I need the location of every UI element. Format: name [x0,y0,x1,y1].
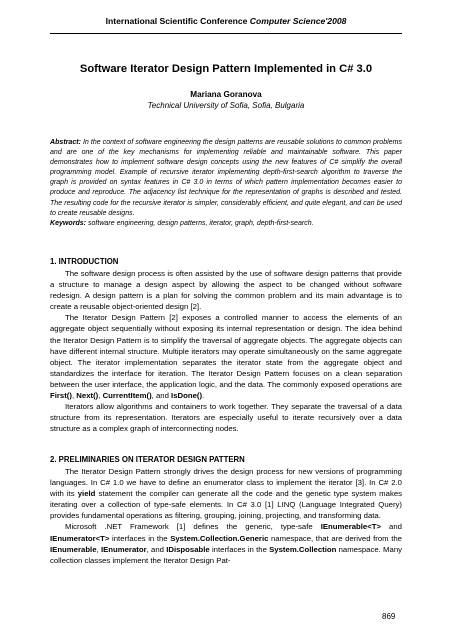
paragraph: Iterators allow algorithms and containers to work together. They separate the traversal of a data structure from its representation. Iterators are especially useful to iterate recursively over a data structure as a complex graph of interconnecting nodes. [50,402,402,434]
namespace-name: System.Collection.Generic [170,533,269,543]
paper-title: Software Iterator Design Pattern Implemented in C# 3.0 [79,63,373,75]
author-name: Mariana Goranova [190,90,262,99]
paragraph: The Iterator Design Pattern strongly drives the design process for new versions of programming languages. In C# 1.0 we have to define an enumerator class to implement the iterator [3]. In C# 2.0 with its yield statement the compiler can generate all the code and the genetic type system makes iterating over a collection of type-safe elements. In C# 3.0 [1] LINQ (Language Integrated Query) provides fundamental operations as filtering, grouping, joining, projecting, and transforming data. [50,467,402,521]
operation-name: IsDone() [171,391,203,401]
type-name: IEnumerator<T> [50,533,110,543]
type-name: IEnumerator [100,544,147,554]
type-name: IEnumerable [50,544,97,554]
conference-header [0,16,452,26]
paragraph: Microsoft .NET Framework [1] defines the generic, type-safe IEnumerable<T> and IEnumerator<T> interfaces in the System.Collection.Generic namespace, that are derived from the IEnumerable, IEnumerator, and IDisposable interfaces in the System.Collection namespace. Many collection classes implement the Iterator Design Pat- [50,522,403,565]
author-affiliation: Technical University of Sofia, Sofia, Bulgaria [147,101,305,110]
section-heading-introduction: 1. INTRODUCTION [50,257,119,266]
paragraph: The Iterator Design Pattern [2] exposes a controlled manner to access the elements of an aggregate object sequentially without exposing its internal representation or design. The idea behind the Iterator Design Pattern is to simplify the traversal of aggregate objects. The aggregate objects can have different internal structure. Multiple iterators may operate simultaneously on the same aggregate object. The iterator implementation separates the iterator state from the aggregate object and standardizes the interface for iteration. The Iterator Design Pattern focuses on a clean separation between the user interface, the application logic, and the data. The commonly exposed operations are First(), Next(), CurrentItem(), and IsDone(). [50,313,402,401]
namespace-name: System.Collection [269,544,337,554]
section-body-introduction [50,268,402,434]
abstract-text: In the context of software engineering the design patterns are reusable solutions to common problems and are one of the key mechanisms for implementing reliable and maintainable software. This paper demonstrates how to implement software design concepts using the new features of C# simplify the overall programming model. Example of recursive iterator implementing depth-first-search algorithm to traverse the graph is provided on syntax features in C# 3.0 in terms of which pattern implementation becomes easier to produce and reproduce. The adjacency list technique for the representation of graphs is described and tested. The resulting code for the recursive iterator is simpler, considerably efficient, and quite elegant, and can be used to create reusable designs. [50,139,402,217]
header-conference-name: Computer Science'2008 [249,16,347,26]
keywords-label: Keywords: [50,219,87,227]
type-name: IDisposable [166,544,210,554]
operation-name: CurrentItem() [102,391,152,401]
keyword-yield: yield [77,489,96,499]
section-heading-preliminaries: 2. PRELIMINARIES ON ITERATOR DESIGN PATTERN [50,455,245,464]
header-rule [50,33,402,34]
operation-name: First() [50,391,72,401]
abstract-label: Abstract: [50,139,81,146]
page-number: 869 [382,612,396,621]
paragraph: The software design process is often assisted by the use of software design patterns that provide a structure to manage a design aspect by allowing the aspect to be changed without software redesign. A design pattern is a plan for solving the common problem and its main advantage is to create a reusable object-oriented design [2]. [50,269,402,312]
keywords-text: software engineering, design patterns, iterator, graph, depth-first-search. [86,219,314,227]
section-body-preliminaries [50,466,402,566]
header-prefix: International Scientific Conference [105,16,250,26]
abstract-block [50,138,402,229]
operation-name: Next() [76,391,99,401]
type-name: IEnumerable<T> [320,522,382,532]
